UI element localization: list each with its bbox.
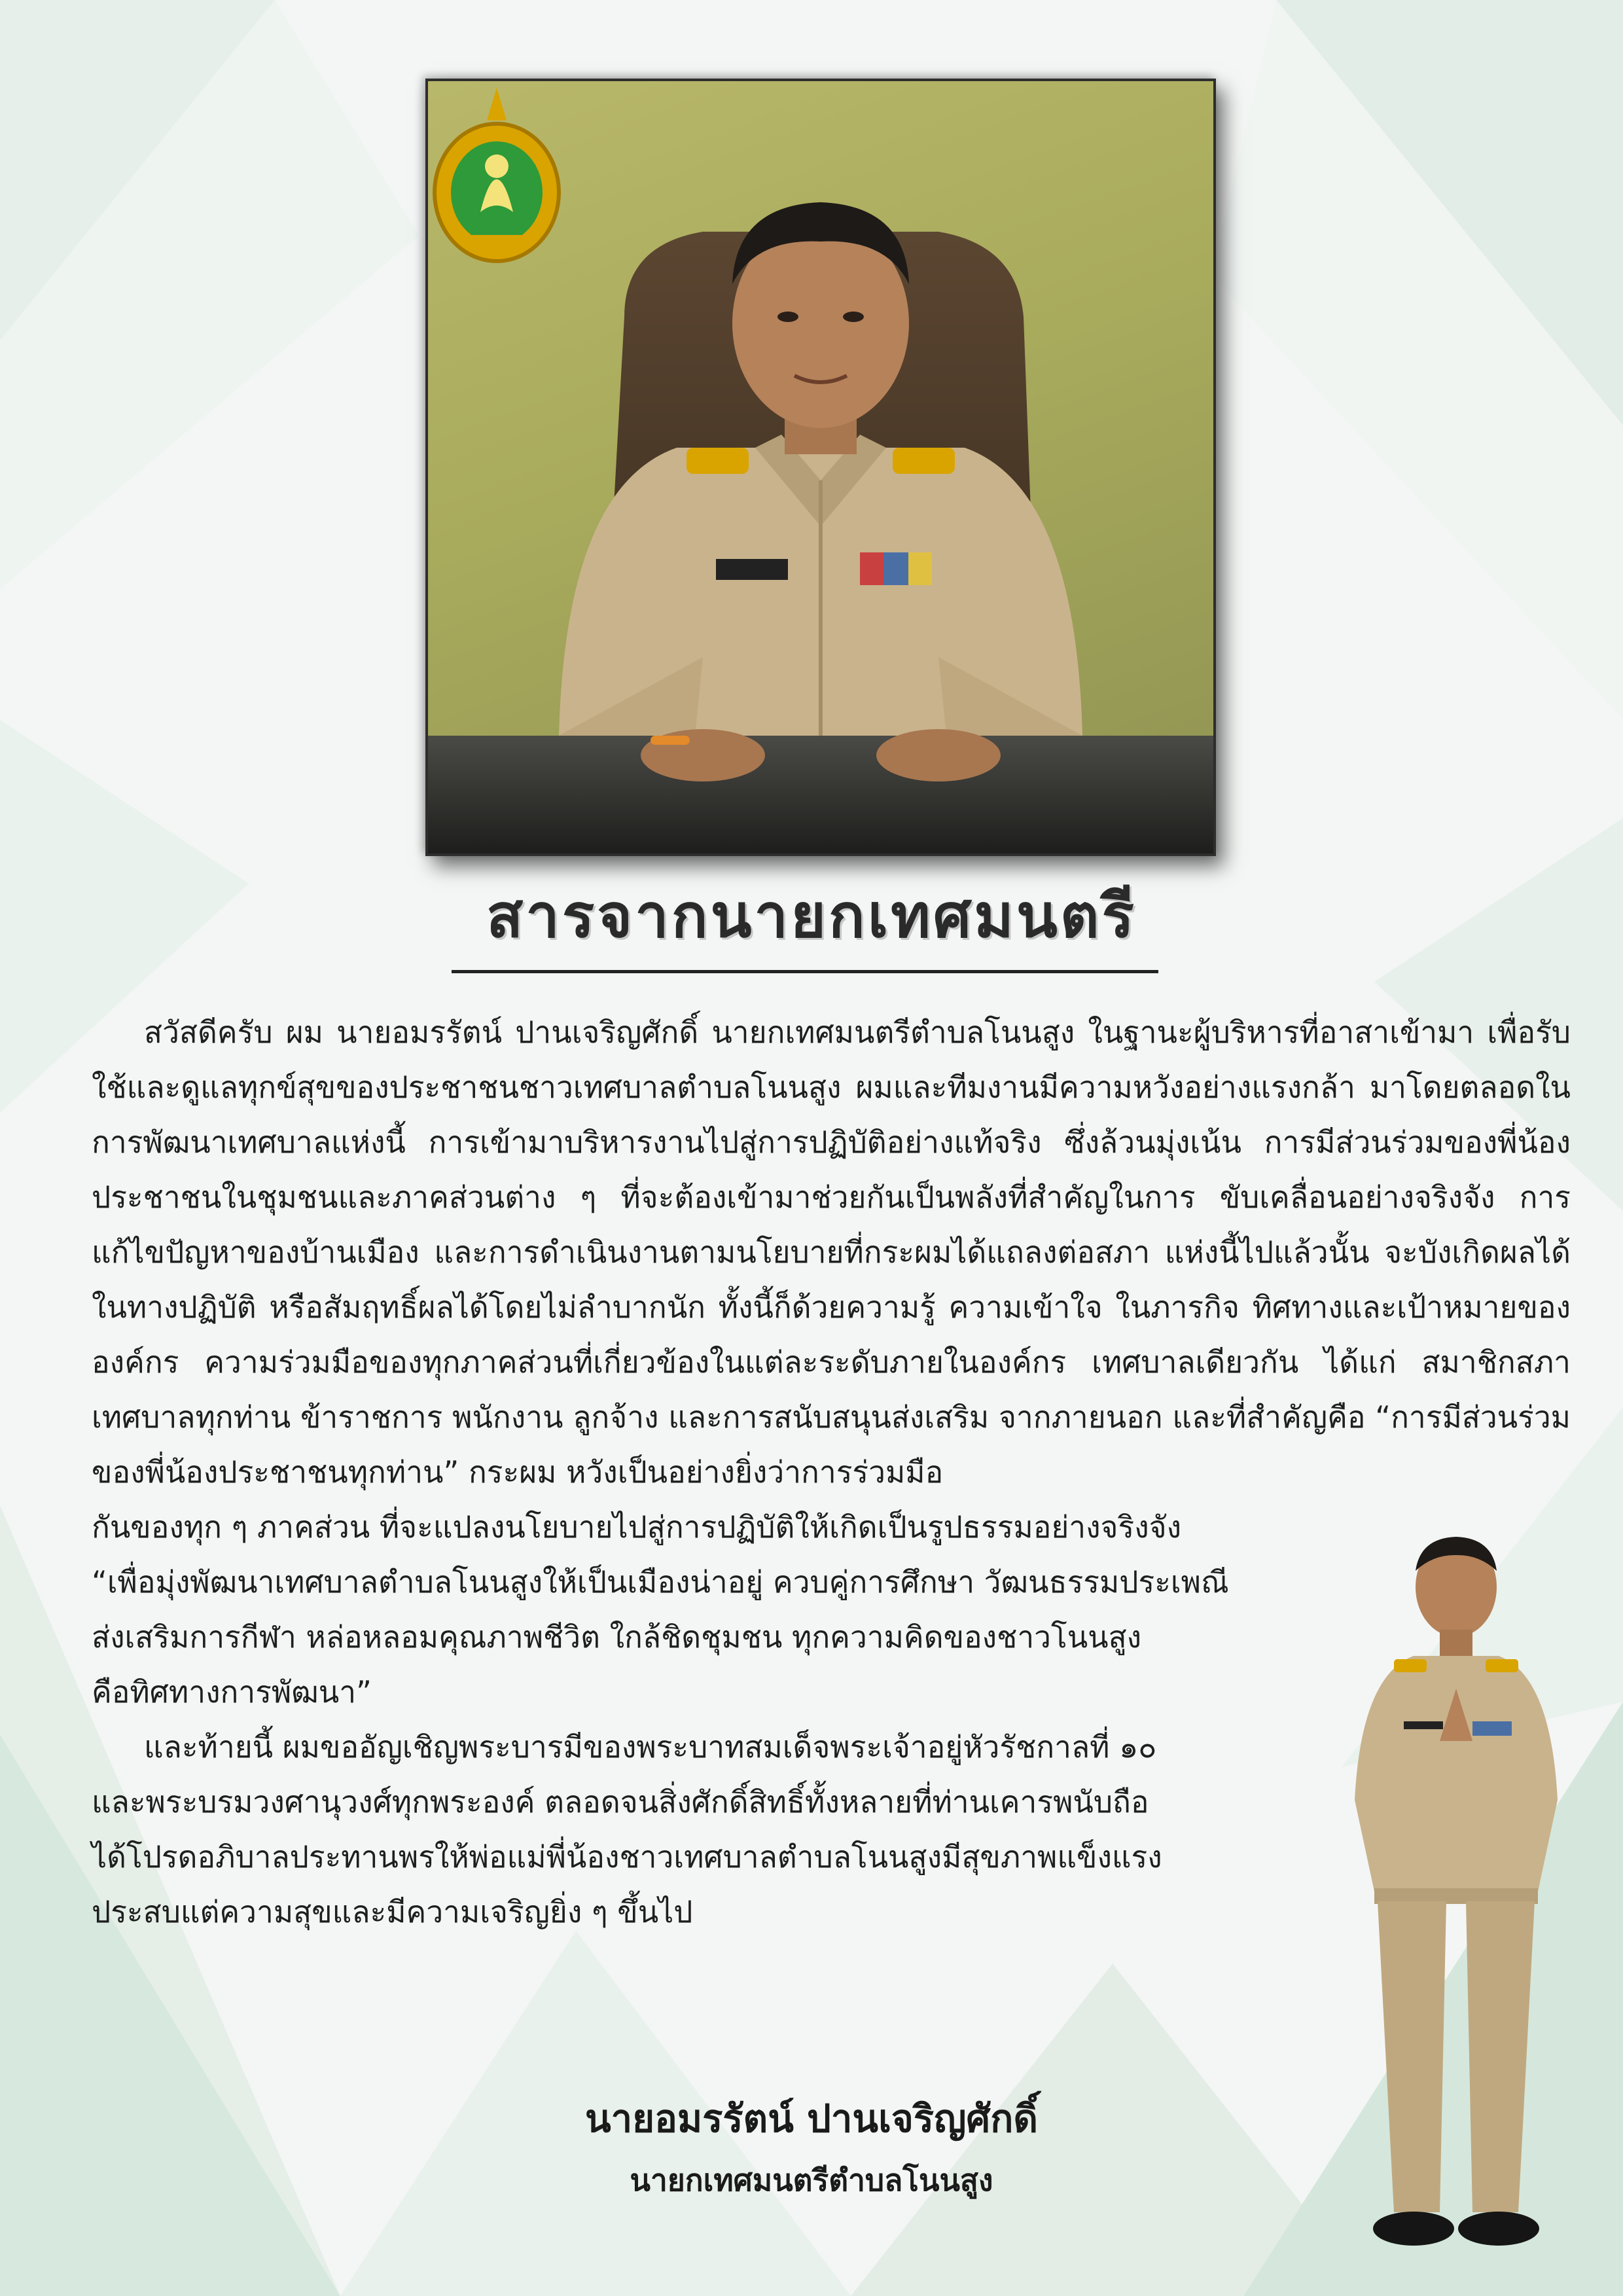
mayor-portrait-photo	[425, 79, 1216, 856]
message-paragraph-2: กันของทุก ๆ ภาคส่วน ที่จะแปลงนโยบายไปสู่การปฏิบัติให้เกิดเป็นรูปธรรมอย่างจริงจัง	[92, 1509, 1182, 1545]
closing-line-4: ประสบแต่ความสุขและมีความเจริญยิ่ง ๆ ขึ้นไป	[92, 1894, 693, 1929]
quote-line-1: “เพื่อมุ่งพัฒนาเทศบาลตำบลโนนสูงให้เป็นเมืองน่าอยู่ ควบคู่การศึกษา วัฒนธรรมประเพณี	[92, 1564, 1229, 1600]
closing-line-2: และพระบรมวงศานุวงศ์ทุกพระองค์ ตลอดจนสิ่งศักดิ์สิทธิ์ทั้งหลายที่ท่านเคารพนับถือ	[92, 1784, 1149, 1820]
vision-quote	[92, 1554, 1571, 1719]
closing-line-3: ได้โปรดอภิบาลประทานพรให้พ่อแม่พี่น้องชาวเทศบาลตำบลโนนสูงมีสุขภาพแข็งแรง	[92, 1839, 1162, 1874]
closing-blessing	[92, 1719, 1571, 1939]
message-paragraph-1: สวัสดีครับ ผม นายอมรรัตน์ ปานเจริญศักดิ์ นายกเทศมนตรีตำบลโนนสูง ในฐานะผู้บริหารที่อาสาเข้ามา เพื่อรับใช้และดูแลทุกข์สุขของประชาชนชาวเทศบาลตำบลโนนสูง ผมและทีมงานมีความหวังอย่างแรงกล้า มาโดยตลอดในการพัฒนาเทศบาลแห่งนี้ การเข้ามาบริหารงานไปสู่การปฏิบัติอย่างแท้จริง ซึ่งล้วนมุ่งเน้น การมีส่วนร่วมของพี่น้องประชาชนในชุมชนและภาคส่วนต่าง ๆ ที่จะต้องเข้ามาช่วยกันเป็นพลังที่สำคัญในการ ขับเคลื่อนอย่างจริงจัง การแก้ไขปัญหาของบ้านเมือง และการดำเนินงานตามนโยบายที่กระผมได้แถลงต่อสภา แห่งนี้ไปแล้วนั้น จะบังเกิดผลได้ในทางปฏิบัติ หรือสัมฤทธิ์ผลได้โดยไม่ลำบากนัก ทั้งนี้ก็ด้วยความรู้ ความเข้าใจ ในภารกิจ ทิศทางและเป้าหมายขององค์กร ความร่วมมือของทุกภาคส่วนที่เกี่ยวข้องในแต่ละระดับภายในองค์กร เทศบาลเดียวกัน ได้แก่ สมาชิกสภาเทศบาลทุกท่าน ข้าราชการ พนักงาน ลูกจ้าง และการสนับสนุนส่งเสริม จากภายนอก และที่สำคัญคือ “การมีส่วนร่วมของพี่น้องประชาชนทุกท่าน” กระผม หวังเป็นอย่างยิ่งว่าการร่วมมือ	[92, 1014, 1571, 1490]
page-title: สารจากนายกเทศมนตรี	[486, 881, 1137, 951]
signature-name: นายอมรรัตน์ ปานเจริญศักดิ์	[584, 2096, 1039, 2141]
closing-line-1: และท้ายนี้ ผมขออัญเชิญพระบารมีของพระบาทสมเด็จพระเจ้าอยู่หัวรัชกาลที่ ๑๐	[144, 1729, 1157, 1765]
municipal-seal-icon	[428, 81, 565, 271]
title-divider	[452, 970, 1158, 973]
quote-line-3: คือทิศทางการพัฒนา”	[92, 1674, 372, 1710]
message-body	[92, 1005, 1571, 1939]
quote-line-2: ส่งเสริมการกีฬา หล่อหลอมคุณภาพชีวิต ใกล้ชิดชุมชน ทุกความคิดของชาวโนนสูง	[92, 1619, 1142, 1655]
signature-title: นายกเทศมนตรีตำบลโนนสูง	[630, 2162, 993, 2198]
